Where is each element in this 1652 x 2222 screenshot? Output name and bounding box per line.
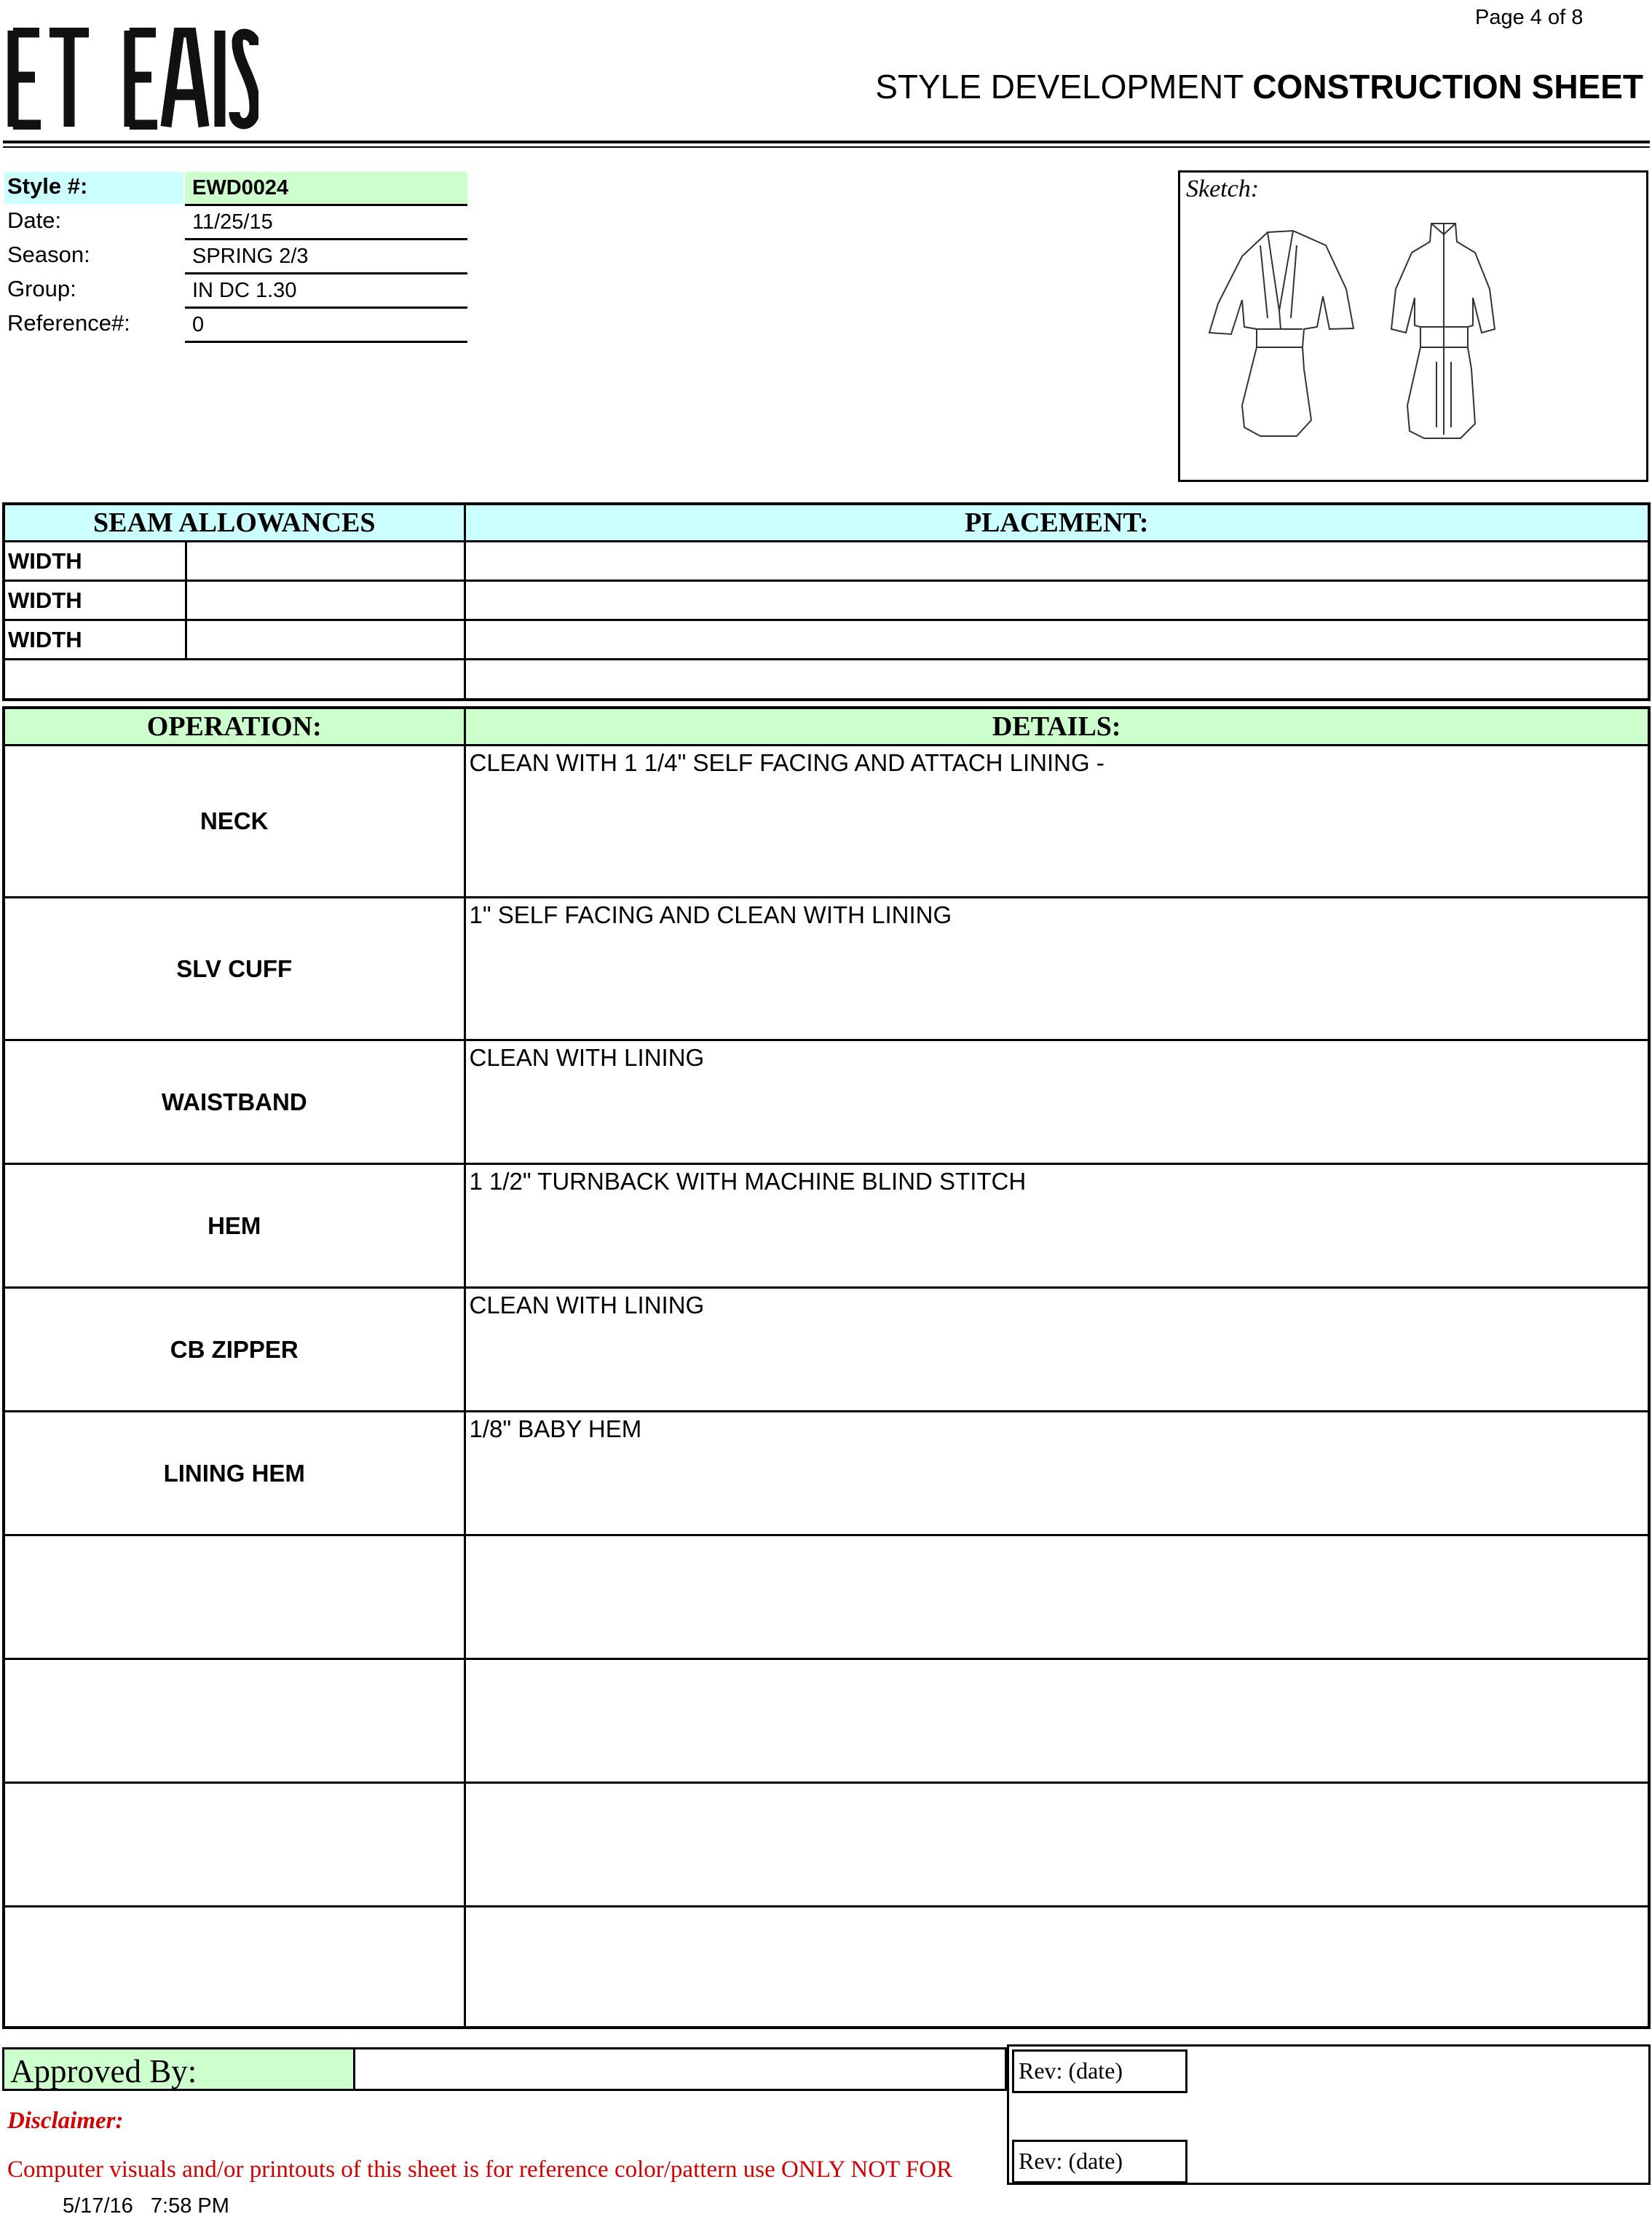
header-rule bbox=[3, 141, 1650, 143]
seam-row bbox=[4, 620, 1649, 660]
page-number: Page 4 of 8 bbox=[1475, 6, 1584, 29]
placement-cell[interactable] bbox=[465, 620, 1649, 660]
details-cell[interactable] bbox=[465, 1535, 1649, 1659]
operations-table bbox=[2, 706, 1651, 2029]
info-value-field bbox=[185, 172, 467, 206]
info-value: 0 bbox=[192, 313, 205, 336]
approved-by-box bbox=[2, 2047, 1007, 2091]
width-value-cell[interactable] bbox=[186, 542, 465, 581]
info-value: EWD0024 bbox=[192, 176, 289, 199]
details-cell[interactable] bbox=[465, 1783, 1649, 1907]
header-rule-thin bbox=[3, 146, 1650, 148]
operations-header-row bbox=[4, 708, 1649, 746]
info-value: IN DC 1.30 bbox=[192, 279, 297, 302]
operation-row bbox=[4, 1412, 1649, 1535]
print-timestamp: 5/17/16 7:58 PM bbox=[63, 2194, 229, 2218]
details-cell[interactable]: 1/8" BABY HEM bbox=[465, 1412, 1649, 1535]
info-row-style bbox=[4, 172, 465, 206]
revision-box bbox=[1007, 2044, 1651, 2185]
revision-date-label: Rev: (date) bbox=[1012, 2140, 1187, 2183]
operation-row bbox=[4, 746, 1649, 898]
brand-logo bbox=[7, 28, 258, 130]
info-label: Date: bbox=[7, 207, 62, 233]
approved-by-label: Approved By: bbox=[4, 2049, 355, 2089]
dress-sketch-image bbox=[1180, 173, 1646, 478]
placement-cell[interactable] bbox=[465, 542, 1649, 581]
details-cell[interactable]: CLEAN WITH 1 1/4" SELF FACING AND ATTACH LINING - bbox=[465, 746, 1649, 898]
info-value-field bbox=[185, 206, 467, 240]
details-cell[interactable] bbox=[465, 1659, 1649, 1783]
operation-row bbox=[4, 1659, 1649, 1783]
info-row-reference bbox=[4, 309, 465, 343]
seam-allowances-table bbox=[2, 502, 1651, 701]
width-label: WIDTH bbox=[4, 620, 186, 660]
placement-header: PLACEMENT: bbox=[465, 504, 1649, 542]
seam-header-row bbox=[4, 504, 1649, 542]
placement-cell[interactable] bbox=[465, 581, 1649, 620]
details-cell[interactable]: CLEAN WITH LINING bbox=[465, 1288, 1649, 1412]
operation-cell: WAISTBAND bbox=[4, 1040, 465, 1164]
operation-cell: CB ZIPPER bbox=[4, 1288, 465, 1412]
operation-row bbox=[4, 1288, 1649, 1412]
operation-cell bbox=[4, 1535, 465, 1659]
details-header: DETAILS: bbox=[465, 708, 1649, 746]
info-label: Reference#: bbox=[7, 310, 130, 336]
operation-cell: HEM bbox=[4, 1164, 465, 1288]
sheet-title bbox=[875, 67, 1643, 106]
info-value-field bbox=[185, 240, 467, 274]
info-row-group bbox=[4, 274, 465, 309]
info-value: SPRING 2/3 bbox=[192, 245, 309, 268]
style-info bbox=[4, 172, 465, 343]
width-value-cell[interactable] bbox=[186, 581, 465, 620]
width-label: WIDTH bbox=[4, 581, 186, 620]
placement-cell[interactable] bbox=[465, 660, 1649, 700]
operation-row bbox=[4, 1783, 1649, 1907]
details-cell[interactable]: 1" SELF FACING AND CLEAN WITH LINING bbox=[465, 898, 1649, 1040]
info-row-season bbox=[4, 240, 465, 274]
operation-row bbox=[4, 1040, 1649, 1164]
blank-cell[interactable] bbox=[4, 660, 465, 700]
width-value-cell[interactable] bbox=[186, 620, 465, 660]
title-normal: STYLE DEVELOPMENT bbox=[875, 68, 1253, 106]
info-label: Group: bbox=[7, 276, 76, 301]
details-cell[interactable]: 1 1/2" TURNBACK WITH MACHINE BLIND STITCH bbox=[465, 1164, 1649, 1288]
operation-cell: NECK bbox=[4, 746, 465, 898]
seam-allowances-header: SEAM ALLOWANCES bbox=[4, 504, 465, 542]
info-row-date bbox=[4, 206, 465, 240]
sketch-box bbox=[1178, 170, 1648, 482]
info-value-field bbox=[185, 274, 467, 309]
info-value: 11/25/15 bbox=[192, 210, 273, 234]
operation-row bbox=[4, 1164, 1649, 1288]
seam-row bbox=[4, 542, 1649, 581]
title-bold: CONSTRUCTION SHEET bbox=[1252, 68, 1643, 106]
seam-row bbox=[4, 581, 1649, 620]
width-label: WIDTH bbox=[4, 542, 186, 581]
operation-row bbox=[4, 1907, 1649, 2028]
operation-cell bbox=[4, 1783, 465, 1907]
info-value-field bbox=[185, 309, 467, 343]
info-label: Season: bbox=[7, 242, 90, 267]
operation-row bbox=[4, 1535, 1649, 1659]
sketch-label: Sketch: bbox=[1186, 175, 1260, 202]
details-cell[interactable] bbox=[465, 1907, 1649, 2028]
operation-cell: LINING HEM bbox=[4, 1412, 465, 1535]
disclaimer-text: Computer visuals and/or printouts of this sheet is for reference color/pattern use ONLY NOT FOR bbox=[7, 2156, 953, 2183]
info-label: Style #: bbox=[4, 172, 183, 204]
details-cell[interactable]: CLEAN WITH LINING bbox=[465, 1040, 1649, 1164]
seam-row-blank bbox=[4, 660, 1649, 700]
operation-cell: SLV CUFF bbox=[4, 898, 465, 1040]
operation-row bbox=[4, 898, 1649, 1040]
operation-cell bbox=[4, 1659, 465, 1783]
operation-header: OPERATION: bbox=[4, 708, 465, 746]
revision-date-label: Rev: (date) bbox=[1012, 2049, 1187, 2093]
disclaimer-title: Disclaimer: bbox=[7, 2108, 124, 2134]
operation-cell bbox=[4, 1907, 465, 2028]
